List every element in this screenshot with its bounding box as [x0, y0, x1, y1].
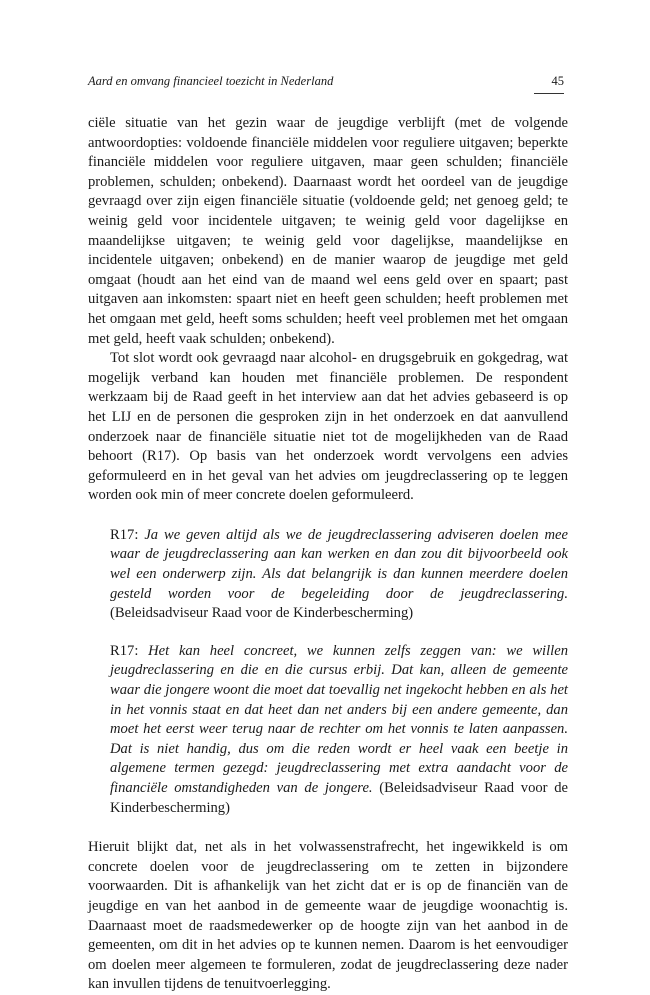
quote-source: (Beleidsadviseur Raad voor de Kinderbescherming): [110, 605, 414, 622]
paragraph-2: Tot slot wordt ook gevraagd naar alcohol- en drugsgebruik en gokgedrag, wat mogelijk verband kan houden met financiële problemen. De respondent werkzaam bij de Raad geeft in het interview aan dat het advies gebaseerd is op het LIJ en de personen die gesproken zijn in het onderzoek en dat aanvullend onderzoek naar de financiële situatie niet tot de mogelijkheden van de Raad behoort (R17). Op basis van het onderzoek wordt vervolgens een advies geformuleerd en in het geval van het advies om jeugdreclassering op te leggen worden ook min of meer concrete doelen geformuleerd.: [88, 350, 568, 504]
paragraph-1: ciële situatie van het gezin waar de jeugdige verblijft (met de volgende antwoordopties: voldoende financiële middelen voor reguliere uitgaven; beperkte financiële middelen voor reguliere uitgaven, maar geen schulden; financiële problemen, schulden; onbekend). Daarnaast wordt het oordeel van de jeugdige gevraagd over zijn eigen financiële situatie (voldoende geld; net genoeg geld; te weinig geld voor incidentele uitgaven; te weinig geld voor dagelijkse en maandelijkse uitgaven; te weinig geld voor dagelijkse, maandelijkse en incidentele uitgaven; onbekend) en de manier waarop de jeugdige met geld omgaat (houdt aan het eind van de maand wel eens geld over en spaart; past uitgaven aan inkomsten: spaart niet en heeft geen schulden; heeft problemen met het omgaan met geld, heeft soms schulden; heeft veel problemen met het omgaan met geld, heeft vaak schulden; onbekend).: [88, 115, 568, 347]
interview-quote-1: [110, 526, 568, 624]
quote-respondent-label: R17:: [110, 642, 139, 659]
running-header-title: Aard en omvang financieel toezicht in Nederland: [88, 74, 334, 88]
body-text: [88, 114, 568, 995]
page-number: 45: [551, 74, 564, 88]
quote-respondent-label: R17:: [110, 526, 139, 543]
quote-source: (Beleidsadviseur Raad voor de Kinderbescherming): [110, 780, 569, 816]
quote-text: Ja we geven altijd als we de jeugdreclassering adviseren doelen mee waar de jeugdreclassering aan kan werken en dan zou dit bijvoorbeeld ook wel een onderwerp zijn. Als dat belangrijk is dan kunnen meerdere doelen gesteld worden voor de begeleiding door de jeugdreclassering.: [110, 526, 568, 602]
paragraph-3: Hieruit blijkt dat, net als in het volwassenstrafrecht, het ingewikkeld is om concrete doelen voor de jeugdreclassering om te zetten in bijzondere voorwaarden. Dit is afhankelijk van het zicht dat er is op de financiën van de jeugdige en van het aanbod in de gemeente waar de jeugdige woonachtig is. Daarnaast moet de raadsmedewerker op de hoogte zijn van het aanbod in de gemeenten, om dit in het advies op te kunnen nemen. Daarom is het eenvoudiger om doelen meer algemeen te formuleren, zodat de jeugdreclassering deze nader kan invullen tijdens de tenuitvoerlegging.: [88, 839, 568, 993]
page-number-rule: [534, 93, 564, 94]
running-header: [88, 74, 564, 94]
interview-quote-2: [110, 642, 568, 818]
quote-text: Het kan heel concreet, we kunnen zelfs zeggen van: we willen jeugdreclassering en die en die cursus erbij. Dat kan, alleen de gemeente waar die jongere woont die moet dat toevallig net ingekocht hebben en als het in het vonnis staat en dat heet dan net anders bij een andere gemeente, dan moet het eerst weer terug naar de rechter om het vonnis te laten aanpassen. Dat is niet handig, dus om die reden wordt er heel vaak een beetje in algemene termen gezegd: jeugdreclassering met extra aandacht voor de financiële omstandigheden van de jongere.: [110, 642, 568, 796]
